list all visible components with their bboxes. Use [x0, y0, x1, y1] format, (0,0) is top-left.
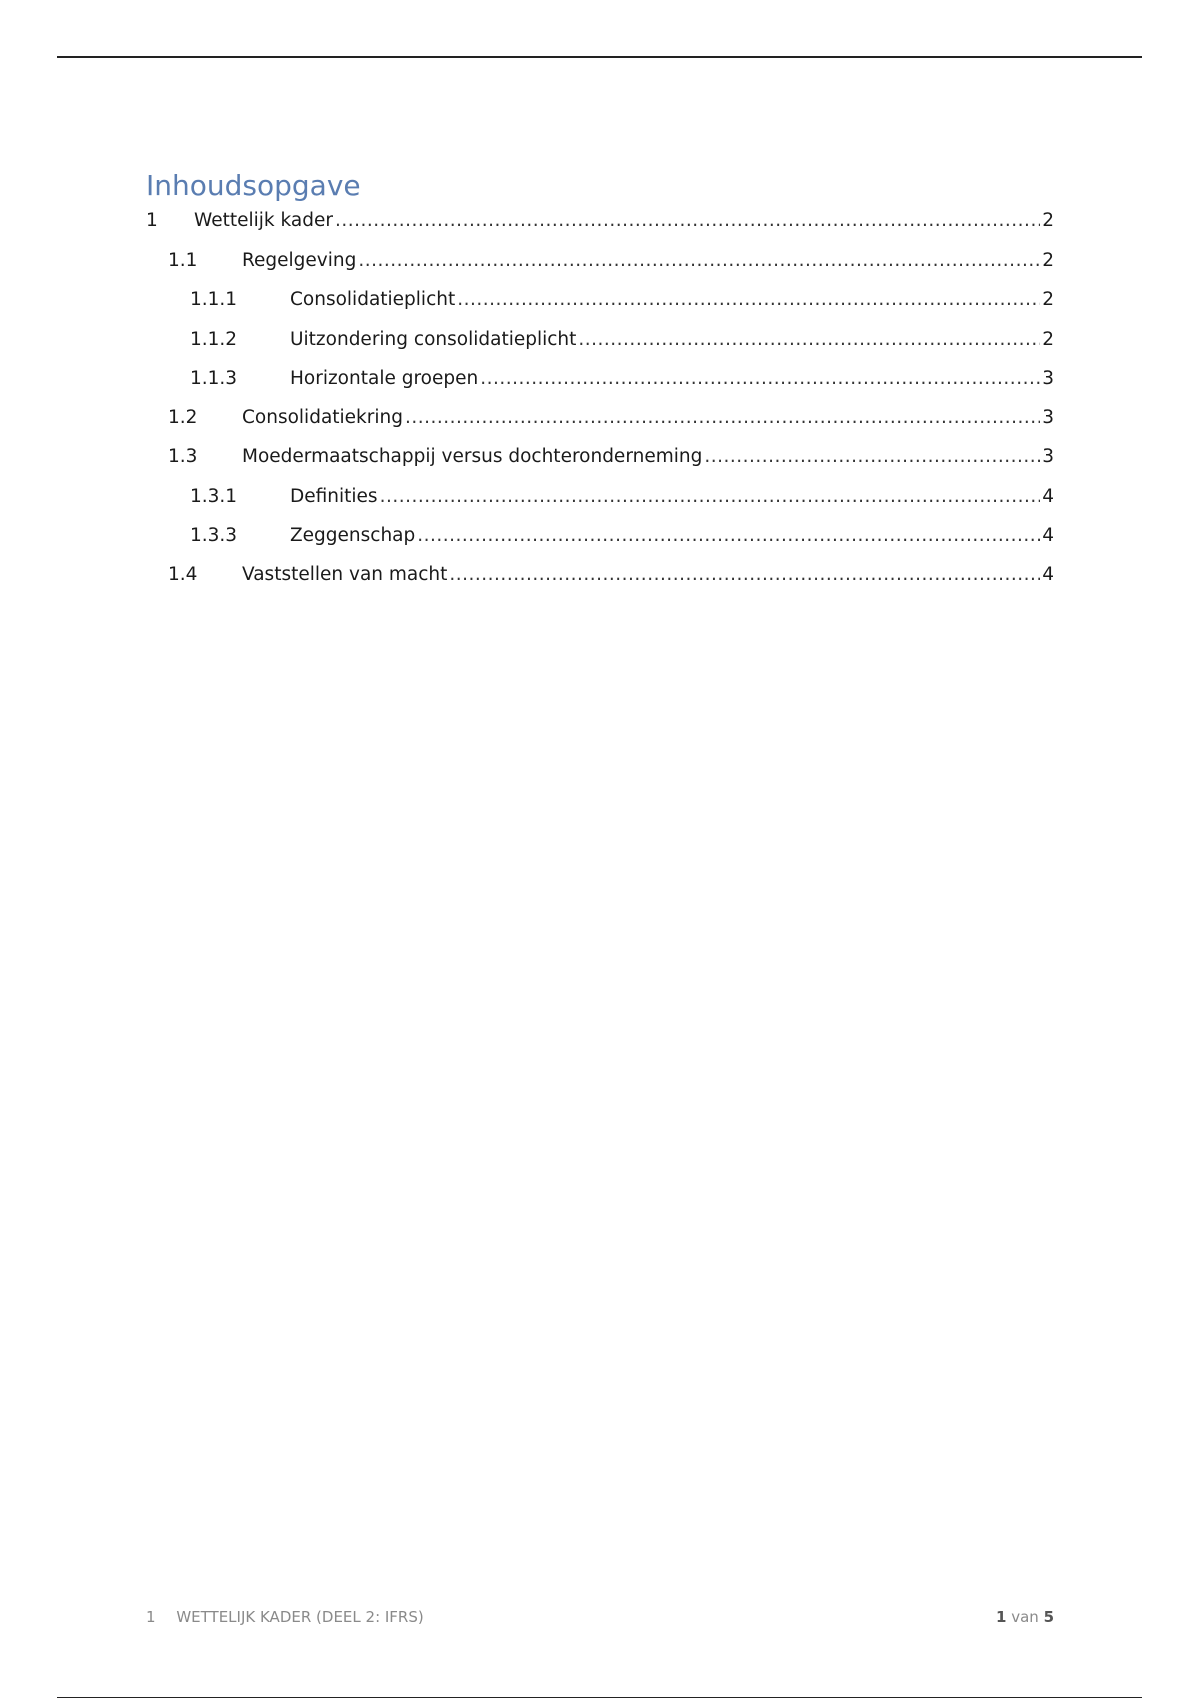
toc-entry-number: 1.3	[168, 446, 198, 468]
toc-dot-leader	[480, 368, 1040, 389]
toc-list	[146, 210, 1054, 604]
toc-entry-page: 4	[1042, 525, 1054, 547]
toc-dot-leader	[380, 486, 1041, 507]
toc-entry-page: 3	[1042, 407, 1054, 429]
toc-entry-title: Zeggenschap	[290, 525, 416, 547]
toc-entry-number: 1.4	[168, 564, 198, 586]
toc-entry[interactable]	[146, 250, 1054, 289]
toc-entry[interactable]	[146, 329, 1054, 368]
table-of-contents	[146, 168, 1054, 604]
toc-entry-number: 1.1.3	[190, 367, 238, 389]
toc-entry-number: 1.2	[168, 407, 198, 429]
toc-entry-title: Horizontale groepen	[290, 367, 479, 389]
toc-entry-page: 4	[1042, 485, 1054, 507]
toc-entry[interactable]	[146, 446, 1054, 485]
footer-page-separator: van	[1011, 1608, 1039, 1626]
toc-entry-title: Definities	[290, 485, 378, 507]
toc-entry-title: Consolidatieplicht	[290, 289, 456, 311]
footer-page-total: 5	[1043, 1608, 1054, 1626]
toc-entry-title: Wettelijk kader	[194, 210, 333, 231]
toc-dot-leader	[405, 407, 1040, 428]
toc-entry-number: 1.1	[168, 250, 198, 271]
footer-page-indicator	[996, 1608, 1054, 1626]
toc-entry[interactable]	[146, 210, 1054, 250]
toc-entry-title: Moedermaatschappij versus dochteronderneming	[242, 446, 703, 468]
toc-entry-title: Consolidatiekring	[242, 407, 403, 429]
toc-entry[interactable]	[146, 407, 1054, 446]
toc-entry-number: 1.1.2	[190, 328, 238, 350]
header-rule	[57, 56, 1142, 58]
footer-rule	[57, 1697, 1142, 1698]
toc-dot-leader	[578, 329, 1040, 350]
toc-entry[interactable]	[146, 564, 1054, 603]
toc-dot-leader	[704, 446, 1040, 467]
toc-entry-number: 1	[146, 210, 158, 231]
footer-page-current: 1	[995, 1608, 1007, 1626]
toc-dot-leader	[417, 525, 1040, 546]
toc-entry-number: 1.3.3	[190, 525, 238, 547]
toc-dot-leader	[457, 289, 1040, 310]
toc-entry-number: 1.3.1	[190, 485, 238, 507]
toc-entry-page: 3	[1042, 446, 1054, 468]
toc-dot-leader	[335, 210, 1040, 231]
toc-entry-title: Vaststellen van macht	[242, 564, 448, 586]
toc-entry-page: 2	[1042, 250, 1054, 271]
toc-entry-title: Uitzondering consolidatieplicht	[290, 328, 577, 350]
toc-entry-page: 4	[1042, 564, 1054, 586]
page-footer	[146, 1608, 1054, 1626]
toc-entry[interactable]	[146, 368, 1054, 407]
toc-entry-number: 1.1.1	[190, 289, 238, 311]
footer-chapter	[146, 1608, 424, 1626]
toc-entry-page: 2	[1042, 289, 1054, 311]
toc-entry-page: 2	[1042, 210, 1054, 231]
toc-entry[interactable]	[146, 486, 1054, 525]
toc-entry-page: 2	[1042, 328, 1054, 350]
toc-entry[interactable]	[146, 289, 1054, 328]
toc-dot-leader	[449, 564, 1040, 585]
toc-title: Inhoudsopgave	[146, 169, 361, 202]
toc-entry[interactable]	[146, 525, 1054, 564]
footer-chapter-number: 1	[146, 1608, 156, 1626]
footer-chapter-title: WETTELIJK KADER (DEEL 2: IFRS)	[176, 1608, 424, 1626]
toc-entry-page: 3	[1042, 367, 1054, 389]
toc-dot-leader	[358, 250, 1040, 271]
toc-entry-title: Regelgeving	[242, 250, 357, 271]
